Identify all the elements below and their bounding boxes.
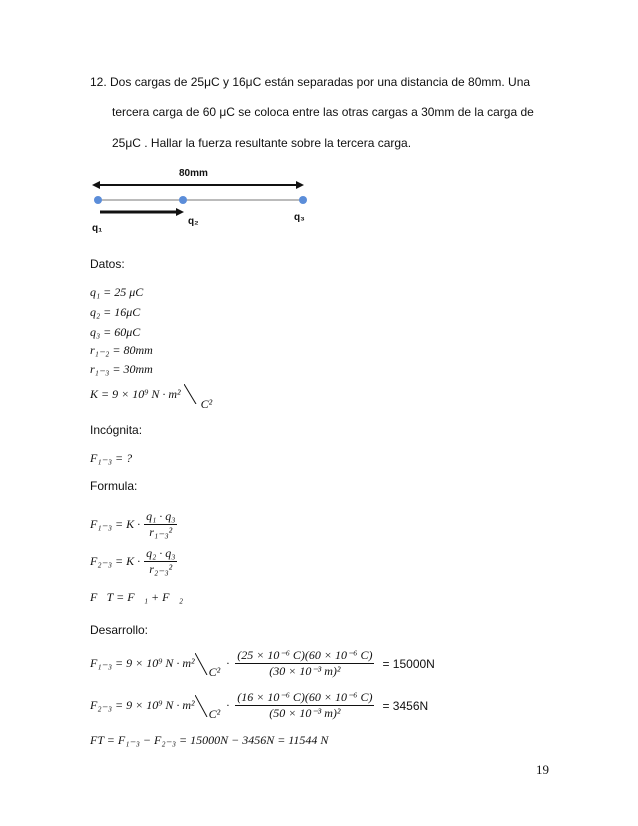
formula-f23-den: r₂₋₃² [149,562,173,576]
eq1-result: = 15000N [382,656,435,671]
charge-q3-dot [179,196,187,204]
arrow-head-left [92,181,100,189]
formula-f23-num: q₂ · q₃ [146,546,176,560]
eq2-frac [235,690,374,721]
datos-k-lhs: K = 9 × 10⁹ N · m² [90,387,181,401]
datos-q3: q₃ = 60μC [90,325,141,339]
problem-line-3: 25μC . Hallar la fuerza resultante sobre la tercera carga. [112,136,412,150]
eq1-num: (25 × 10⁻⁶ C)(60 × 10⁻⁶ C) [237,648,373,662]
charges-diagram [88,165,318,240]
formula-f23-lhs: F₂₋₃ = K · [90,554,141,568]
eq2-num: (16 × 10⁻⁶ C)(60 × 10⁻⁶ C) [237,690,373,704]
charge-q1 [94,196,102,204]
formula-f13-num: q₁ · q₃ [146,509,176,523]
datos-k [90,378,213,411]
eq1-den: (30 × 10⁻³ m)² [269,664,341,678]
datos-k-den: C² [200,397,213,411]
formula-f23 [90,546,177,577]
eq1-lhs: F₁₋₃ = 9 × 10⁹ N · m² [90,656,195,670]
problem-line-1: 12. Dos cargas de 25μC y 16μC están separadas por una distancia de 80mm. Una [90,75,531,89]
formula-f13 [90,509,177,540]
charge-q2-dot [299,196,307,204]
desarrollo-eq1: F₁₋₃ = 9 × 10⁹ N · m² C² · $\frac{\text{(25 × 10⁻⁶ C)(60 × 10⁻⁶ C)}}{\text{(30 × 10⁻³ m)²}}$ = 15000N [90,648,435,679]
label-q2: q₂ [188,216,199,227]
datos-q1: q₁ = 25 μC [90,285,144,299]
eq1-slash [195,653,209,675]
datos-r12: r₁₋₂ = 80mm [90,343,153,357]
eq2-den: (50 × 10⁻³ m)² [269,706,341,720]
problem-line-2: tercera carga de 60 μC se coloca entre las otras cargas a 30mm de la carga de [112,105,534,119]
eq1-unit-den: C² [208,665,221,679]
formula-f13-frac [144,509,177,540]
label-q3: q₃ [294,212,305,223]
arrow-head-30mm [176,208,184,216]
desarrollo-heading: Desarrollo: [90,623,149,637]
datos-r13: r₁₋₃ = 30mm [90,362,153,376]
incognita-heading: Incógnita: [90,423,143,437]
formula-ft: F⃗T = F⃗₁ + F⃗₂ [90,590,183,604]
eq2-result: = 3456N [382,698,429,713]
formula-f13-lhs: F₁₋₃ = K · [90,517,141,531]
distance-label: 80mm [179,168,208,179]
datos-heading: Datos: [90,257,125,271]
eq2-unit-den: C² [208,707,221,721]
eq2-slash [195,695,209,717]
incognita-f13: F₁₋₃ = ? [90,451,133,465]
desarrollo-eq3: FT = F₁₋₃ − F₂₋₃ = 15000N − 3456N = 11544 N [90,733,329,747]
formula-f23-frac [144,546,177,577]
eq1-frac [235,648,374,679]
page-number: 19 [536,762,549,777]
eq2-lhs: F₂₋₃ = 9 × 10⁹ N · m² [90,698,195,712]
fraction-slash [184,384,198,404]
formula-f13-den: r₁₋₃² [149,525,173,539]
label-q1: q₁ [92,223,103,234]
arrow-head-right [296,181,304,189]
datos-q2: q₂ = 16μC [90,305,141,319]
formula-heading: Formula: [90,479,138,493]
desarrollo-eq2: F₂₋₃ = 9 × 10⁹ N · m² C² · $\frac{\text{(16 × 10⁻⁶ C)(60 × 10⁻⁶ C)}}{\text{(50 × 10⁻³ m)²}}$ = 3456N [90,690,429,721]
